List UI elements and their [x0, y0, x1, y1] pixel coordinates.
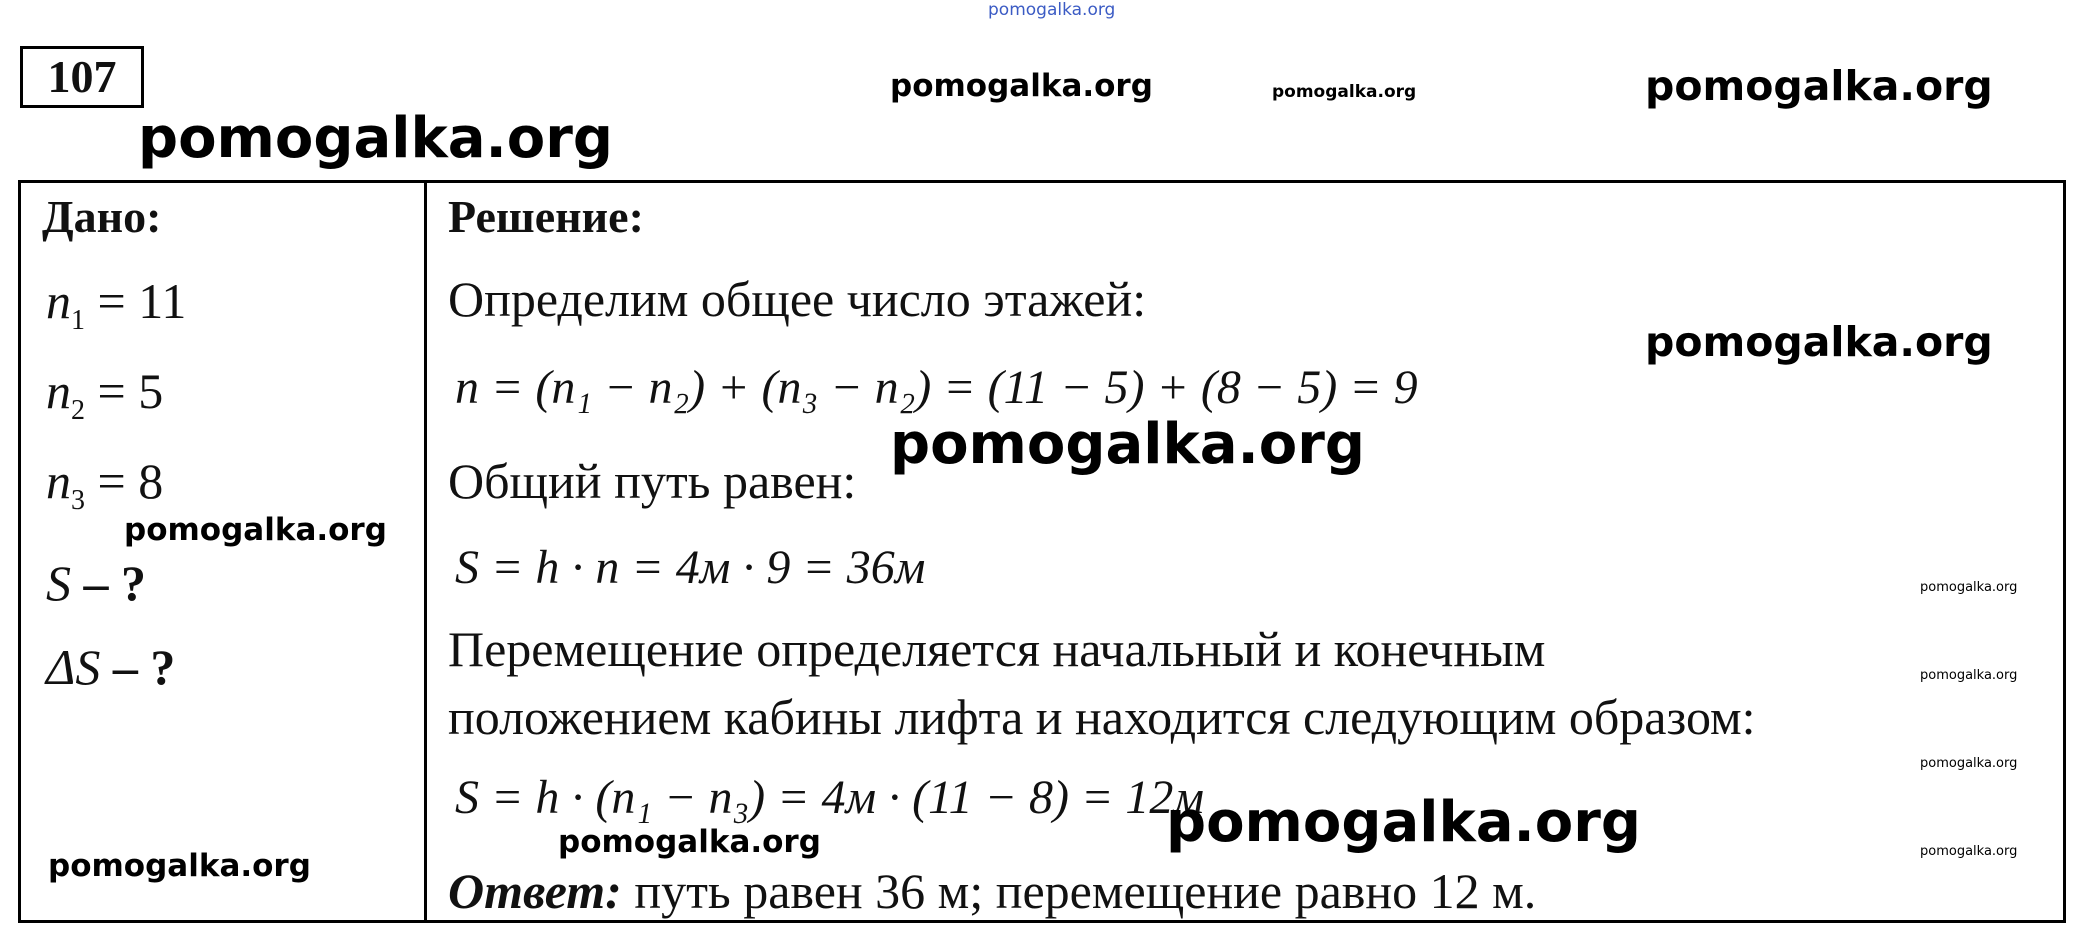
- given-item: $n_1 = 11$: [46, 273, 187, 336]
- watermark-header-right: pomogalka.org: [1645, 62, 1993, 110]
- task-number: 107: [20, 46, 144, 108]
- solution-heading: Решение:: [448, 191, 644, 242]
- watermark-solution-bottom: pomogalka.org: [1166, 790, 1641, 855]
- watermark-small: pomogalka.org: [1920, 756, 2018, 771]
- formula-path: S = h · n = 4м · 9 = 36м: [455, 541, 926, 594]
- solution-line: Общий путь равен:: [448, 453, 857, 509]
- given-item: $n_2 = 5$: [46, 363, 164, 426]
- watermark-solution-center: pomogalka.org: [890, 412, 1365, 477]
- watermark-solution-bottom-left: pomogalka.org: [558, 824, 821, 860]
- watermark-small: pomogalka.org: [1920, 844, 2018, 859]
- watermark-solution-right: pomogalka.org: [1645, 318, 1993, 366]
- given-item: ΔS – ?: [46, 639, 176, 695]
- answer-text: путь равен 36 м; перемещение равно 12 м.: [621, 863, 1537, 919]
- given-item: $n_3 = 8$: [46, 453, 164, 516]
- column-divider: [424, 180, 427, 923]
- watermark-small: pomogalka.org: [1920, 668, 2018, 683]
- answer: [448, 862, 1536, 920]
- watermark-header-small: pomogalka.org: [1272, 82, 1417, 102]
- formula-displacement: S = h · (n₁ − n₃) = 4м · (11 − 8) = 12м: [455, 771, 1204, 824]
- solution-line: Перемещение определяется начальный и конечным: [448, 621, 1546, 677]
- answer-label: Ответ:: [448, 863, 622, 919]
- watermark-header-left: pomogalka.org: [890, 68, 1153, 104]
- solution-line: Определим общее число этажей:: [448, 271, 1147, 327]
- solution-line: положением кабины лифта и находится следующим образом:: [448, 689, 1756, 745]
- given-item: S – ?: [46, 555, 146, 611]
- watermark-top: pomogalka.org: [988, 0, 1116, 20]
- watermark-given-mid: pomogalka.org: [124, 512, 387, 548]
- watermark-header-big: pomogalka.org: [138, 106, 613, 171]
- formula-floors: n = (n₁ − n₂) + (n₃ − n₂) = (11 − 5) + (8 − 5) = 9: [455, 361, 1418, 414]
- watermark-small: pomogalka.org: [1920, 580, 2018, 595]
- given-heading: Дано:: [42, 191, 162, 242]
- watermark-given-bottom: pomogalka.org: [48, 848, 311, 884]
